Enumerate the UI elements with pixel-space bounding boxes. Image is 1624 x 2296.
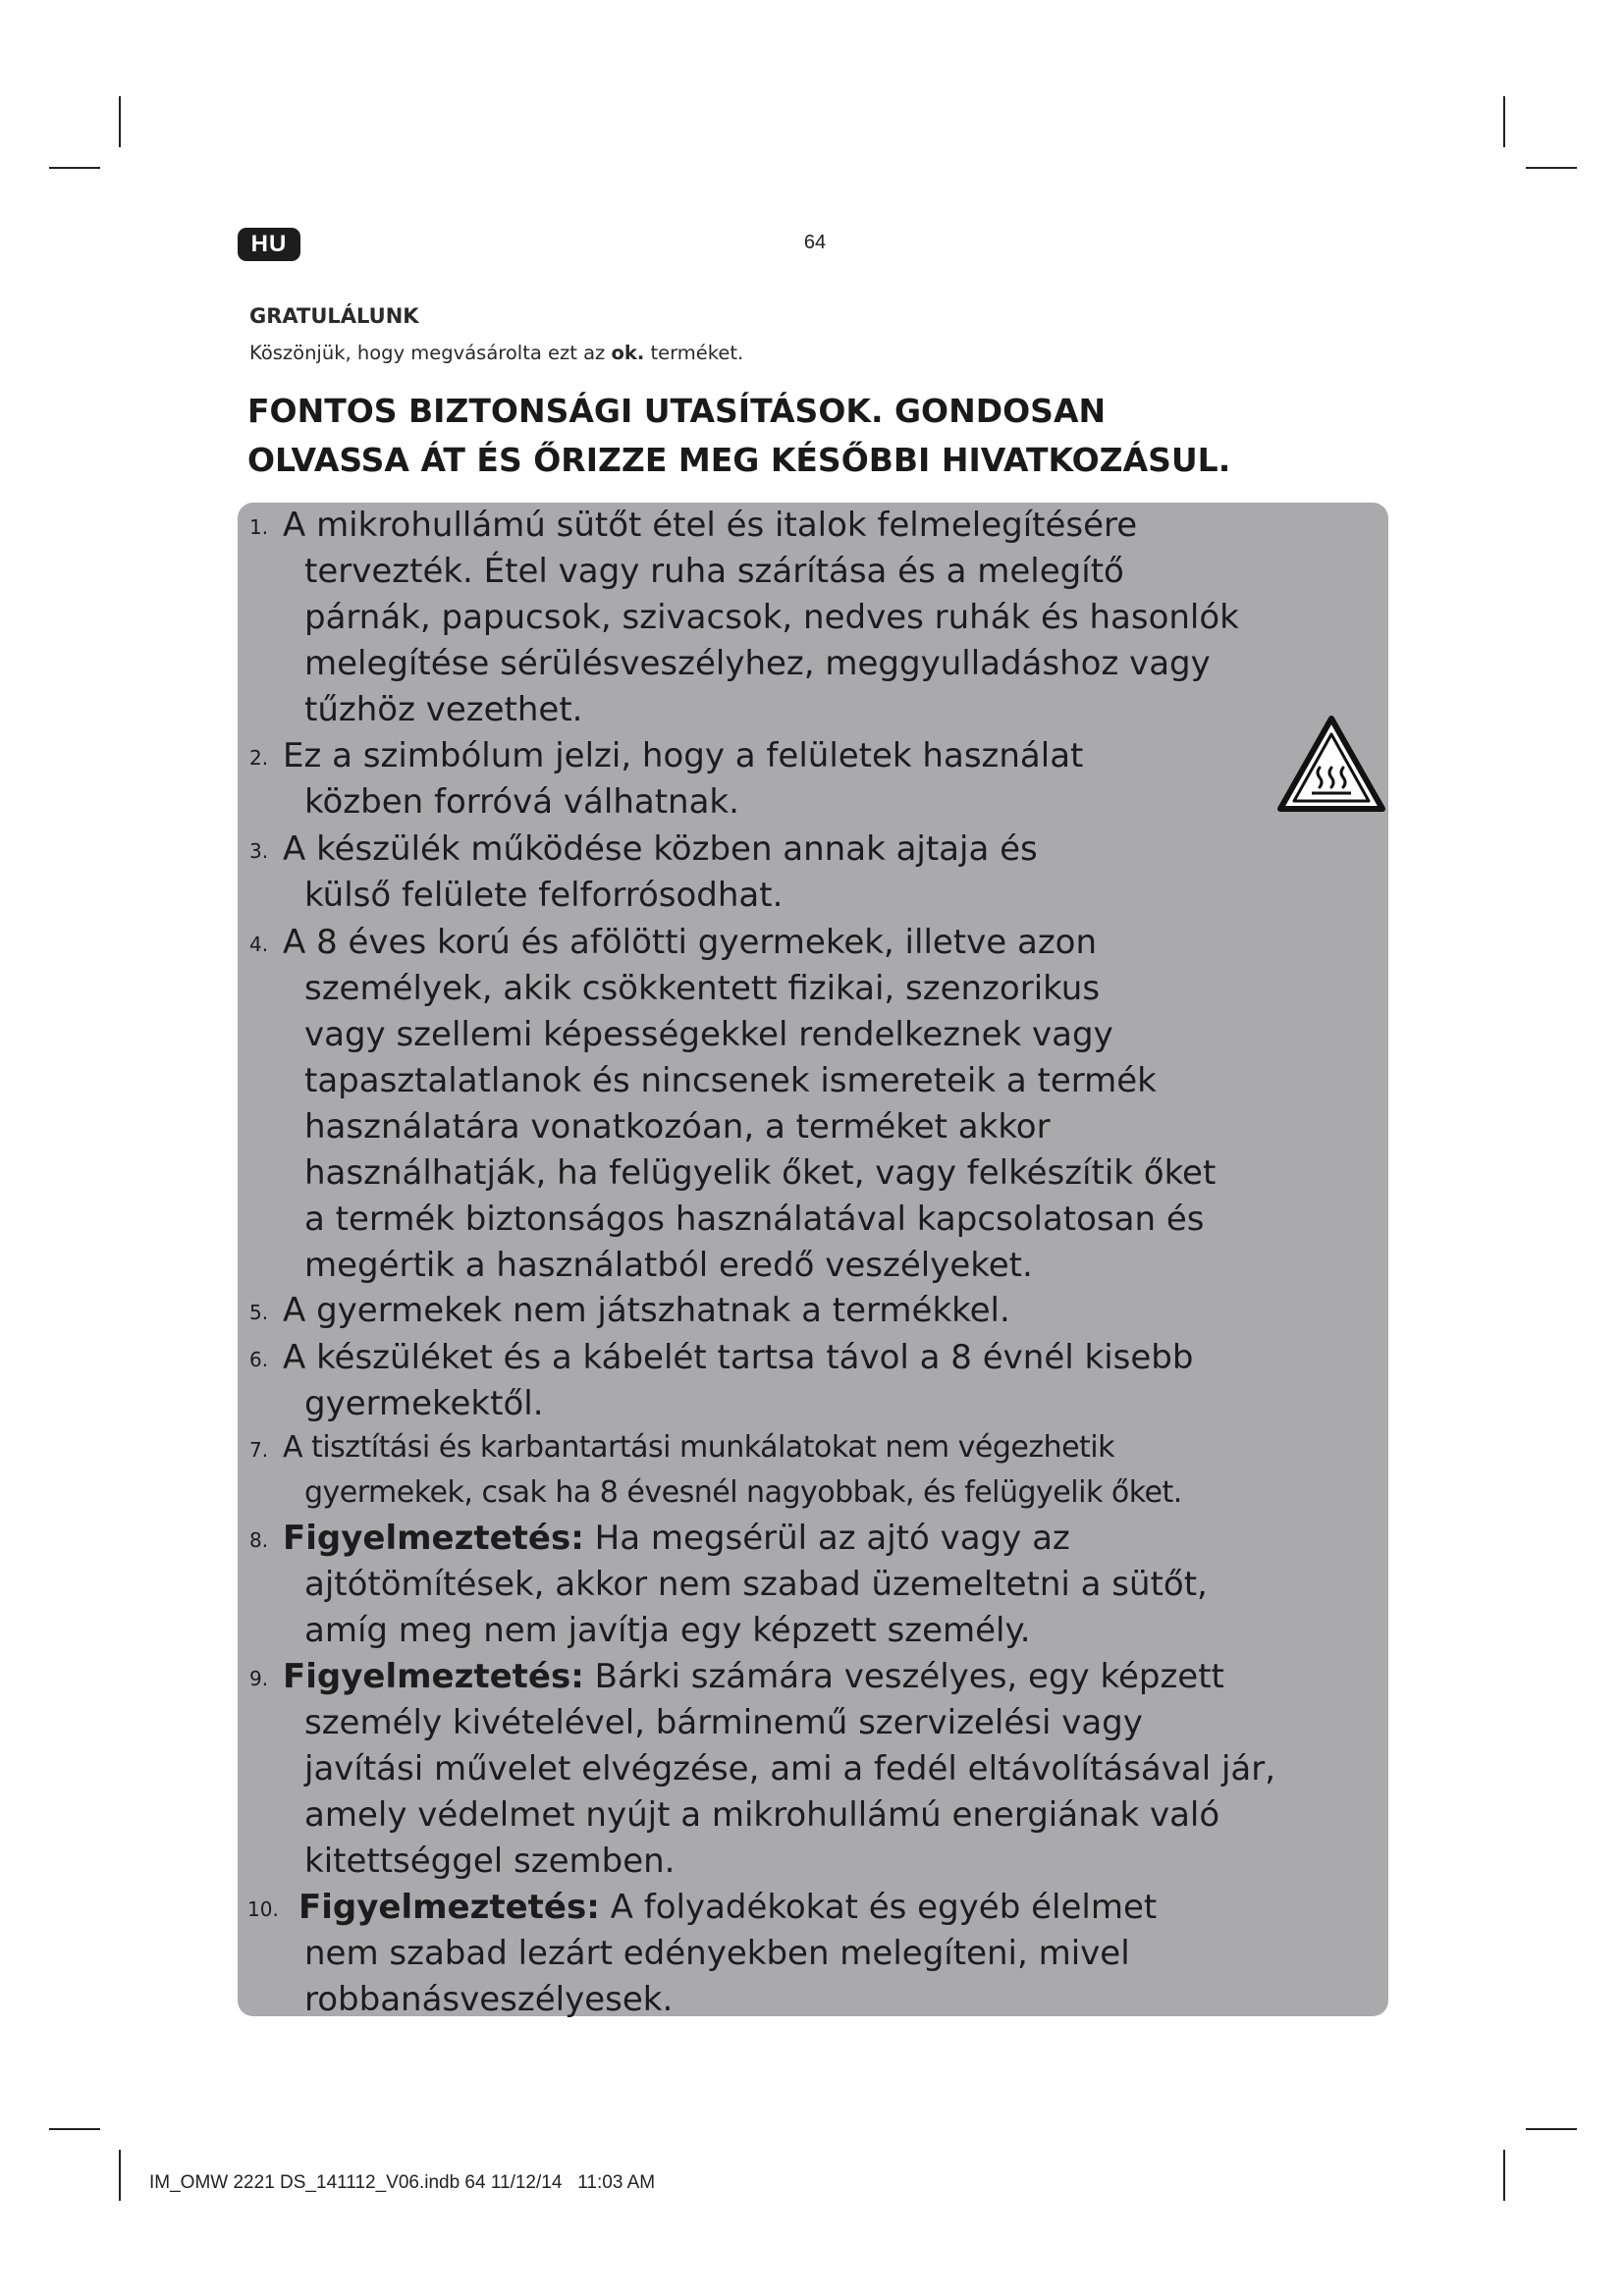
- warning-label: Figyelmeztetés:: [283, 1519, 584, 1558]
- print-date: 11/12/14: [490, 2172, 563, 2193]
- thanks-line: [249, 342, 743, 364]
- item-number: 7.: [249, 1438, 269, 1462]
- item-line: Ha megsérül az ajtó vagy az: [583, 1519, 1070, 1558]
- item-line: A mikrohullámú sütőt étel és italok felmelegítésére: [283, 506, 1138, 545]
- crop-mark: [1503, 96, 1505, 147]
- file-info: IM_OMW 2221 DS_141112_V06.indb 64: [149, 2172, 486, 2193]
- item-line: használatára vonatkozóan, a terméket akkor: [304, 1107, 1051, 1147]
- title-line-2: OLVASSA ÁT ÉS ŐRIZZE MEG KÉSŐBBI HIVATKOZÁSUL.: [247, 441, 1231, 479]
- list-item: [249, 1335, 1379, 1427]
- item-number: 1.: [249, 515, 269, 539]
- item-line: A 8 éves korú és afölötti gyermekek, illetve azon: [283, 923, 1098, 962]
- list-item: [249, 1654, 1379, 1885]
- item-number: 8.: [249, 1528, 269, 1552]
- item-line: A tisztítási és karbantartási munkálatokat nem végezhetik: [283, 1430, 1115, 1465]
- list-item: [249, 827, 1379, 919]
- item-number: 6.: [249, 1348, 269, 1371]
- item-line: vagy szellemi képességekkel rendelkeznek vagy: [304, 1015, 1113, 1054]
- item-number: 2.: [249, 746, 269, 770]
- item-number: 5.: [249, 1301, 269, 1324]
- warning-label: Figyelmeztetés:: [283, 1657, 584, 1696]
- item-line: tapasztalatlanok és nincsenek ismereteik a termék: [304, 1061, 1157, 1100]
- item-line: ajtótömítések, akkor nem szabad üzemeltetni a sütőt,: [304, 1565, 1208, 1604]
- item-number: 3.: [249, 839, 269, 863]
- item-line: tűzhöz vezethet.: [304, 690, 583, 729]
- item-line: A gyermekek nem játszhatnak a termékkel.: [283, 1291, 1010, 1330]
- crop-mark: [1526, 167, 1577, 169]
- item-line: amíg meg nem javítja egy képzett személy.: [304, 1611, 1031, 1650]
- item-line: gyermekek, csak ha 8 évesnél nagyobbak, és felügyelik őket.: [304, 1475, 1182, 1510]
- item-line: amely védelmet nyújt a mikrohullámú energiának való: [304, 1795, 1220, 1835]
- item-line: melegítése sérülésveszélyhez, meggyulladáshoz vagy: [304, 644, 1211, 683]
- item-line: gyermekektől.: [304, 1384, 544, 1423]
- item-line: a termék biztonságos használatával kapcsolatosan és: [304, 1200, 1205, 1239]
- crop-mark: [49, 167, 100, 169]
- title-line-1: FONTOS BIZTONSÁGI UTASÍTÁSOK. GONDOSAN: [247, 392, 1107, 430]
- item-line: A készülék működése közben annak ajtaja és: [283, 829, 1038, 869]
- item-line: A készüléket és a kábelét tartsa távol a 8 évnél kisebb: [283, 1338, 1194, 1377]
- list-item: [249, 503, 1379, 733]
- item-line: külső felülete felforrósodhat.: [304, 876, 784, 915]
- item-line: közben forróvá válhatnak.: [304, 782, 739, 822]
- thanks-after: terméket.: [644, 342, 744, 364]
- item-number: 9.: [249, 1667, 269, 1690]
- item-line: Ez a szimbólum jelzi, hogy a felületek használat: [283, 736, 1084, 775]
- list-item: [249, 1516, 1379, 1654]
- item-line: A folyadékokat és egyéb élelmet: [599, 1888, 1158, 1927]
- item-line: Bárki számára veszélyes, egy képzett: [583, 1657, 1224, 1696]
- crop-mark: [49, 2128, 100, 2130]
- crop-mark: [1526, 2128, 1577, 2130]
- print-footer: [149, 2172, 655, 2194]
- item-line: robbanásveszélyesek.: [304, 1980, 674, 2019]
- item-line: személy kivételével, bárminemű szervizelési vagy: [304, 1703, 1143, 1742]
- item-number: 10.: [247, 1897, 279, 1921]
- list-item: [249, 733, 1379, 826]
- item-line: nem szabad lezárt edényekben melegíteni, mivel: [304, 1934, 1130, 1973]
- item-line: személyek, akik csökkentett fizikai, szenzorikus: [304, 969, 1101, 1008]
- hot-surface-warning-icon: [1276, 715, 1386, 813]
- crop-mark: [119, 2150, 121, 2201]
- list-item: [249, 1885, 1379, 2023]
- page-number: 64: [803, 232, 827, 253]
- crop-mark: [1503, 2150, 1505, 2201]
- item-line: tervezték. Étel vagy ruha szárítása és a melegítő: [304, 552, 1124, 591]
- language-badge: HU: [238, 228, 300, 261]
- thanks-before: Köszönjük, hogy megvásárolta ezt az: [249, 342, 612, 364]
- congrats-heading: GRATULÁLUNK: [249, 304, 419, 328]
- print-time: 11:03 AM: [577, 2172, 656, 2193]
- list-item: [249, 1288, 1379, 1334]
- item-line: párnák, papucsok, szivacsok, nedves ruhák és hasonlók: [304, 598, 1239, 637]
- item-line: megértik a használatból eredő veszélyeket.: [304, 1246, 1033, 1285]
- brand-name: ok.: [611, 342, 645, 364]
- item-line: használhatják, ha felügyelik őket, vagy felkészítik őket: [304, 1153, 1217, 1193]
- warning-label: Figyelmeztetés:: [298, 1888, 600, 1927]
- list-item: [249, 920, 1379, 1289]
- item-number: 4.: [249, 933, 269, 956]
- crop-mark: [119, 96, 121, 147]
- page-title: [247, 387, 1426, 485]
- item-line: kitettséggel szemben.: [304, 1842, 676, 1881]
- list-item: [249, 1425, 1379, 1516]
- item-line: javítási művelet elvégzése, ami a fedél eltávolításával jár,: [304, 1749, 1276, 1789]
